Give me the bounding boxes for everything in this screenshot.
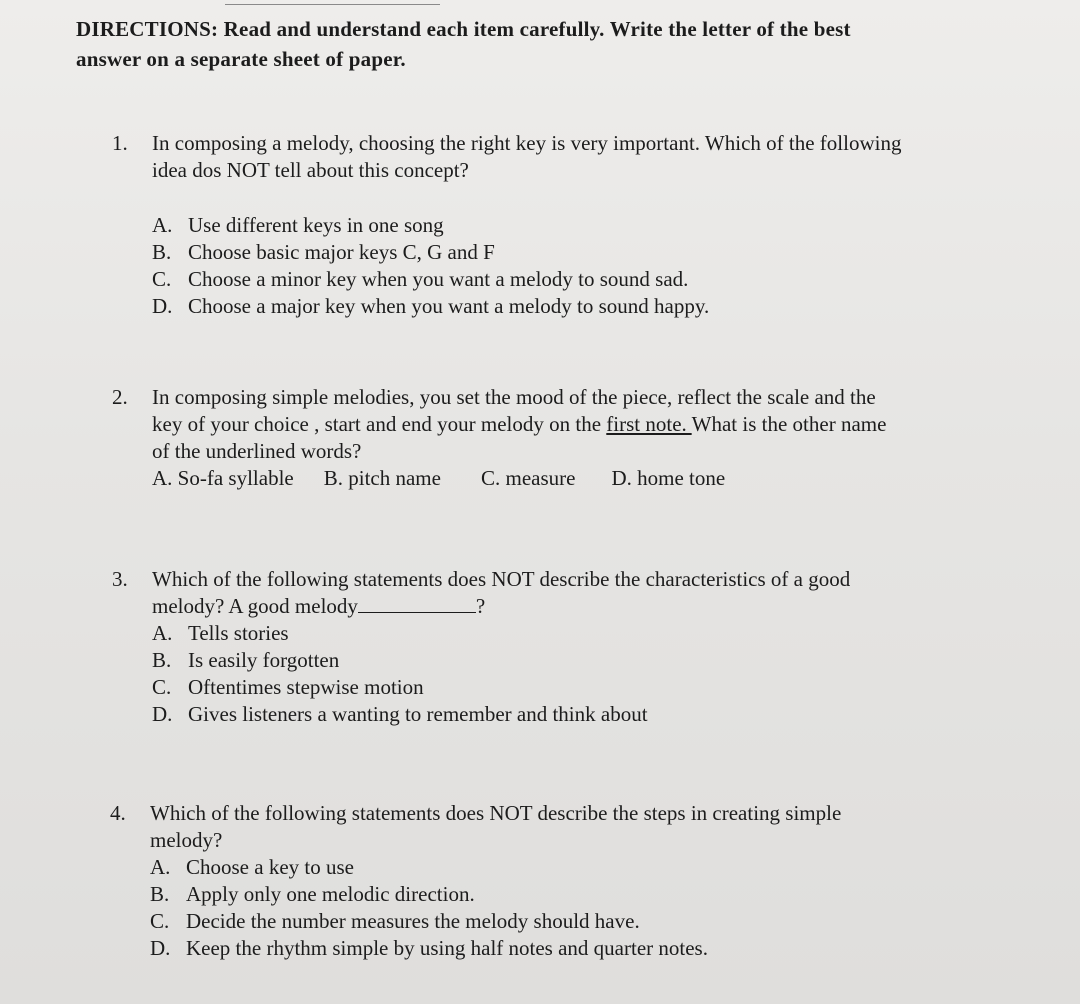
question-number: 2. [112,385,128,409]
question-stem: In composing a melody, choosing the right key is very important. Which of the following idea dos NOT tell about this concept? [152,131,902,182]
question-3 [112,566,1032,728]
option-b: B. Apply only one melodic direction. [150,882,475,906]
option-c: C. Choose a minor key when you want a melody to sound sad. [152,267,689,291]
option-a: A. Use different keys in one song [152,213,444,237]
directions [76,14,976,74]
option-d: D. Gives listeners a wanting to remember and think about [152,702,648,726]
directions-line-2: answer on a separate sheet of paper. [76,47,406,71]
option-c: C. Oftentimes stepwise motion [152,675,424,699]
underlined-words: first note. [606,412,692,436]
answer-options [152,465,1032,492]
question-stem: In composing simple melodies, you set the mood of the piece, reflect the scale and the key of your choice , start and end your melody on the first note. What is the other name of the underlined words? [152,385,887,463]
option-b: B. Is easily forgotten [152,648,340,672]
option-b: B. Choose basic major keys C, G and F [152,240,495,264]
option-d: D. Keep the rhythm simple by using half notes and quarter notes. [150,936,708,960]
option-b: B. pitch name [323,466,441,490]
top-divider [225,4,440,5]
question-1 [112,130,1032,320]
option-c: C. Decide the number measures the melody should have. [150,909,640,933]
option-d: D. Choose a major key when you want a melody to sound happy. [152,294,710,318]
question-number: 1. [112,131,128,155]
answer-options [150,854,1030,962]
question-stem: Which of the following statements does NOT describe the characteristics of a good melody? A good melody ? [152,567,851,618]
option-a: A. Choose a key to use [150,855,354,879]
answer-options [152,212,1032,320]
question-stem: Which of the following statements does NOT describe the steps in creating simple melody? [150,801,842,852]
question-number: 3. [112,567,128,591]
answer-options [152,620,1032,728]
option-a: A. So-fa syllable [152,466,294,490]
option-d: D. home tone [611,466,726,490]
question-4 [110,800,1030,962]
directions-line-1: DIRECTIONS: Read and understand each item carefully. Write the letter of the best [76,17,851,41]
question-2 [112,384,1032,492]
question-number: 4. [110,801,126,825]
option-a: A. Tells stories [152,621,289,645]
option-c: C. measure [480,466,576,490]
answer-blank [358,594,476,613]
